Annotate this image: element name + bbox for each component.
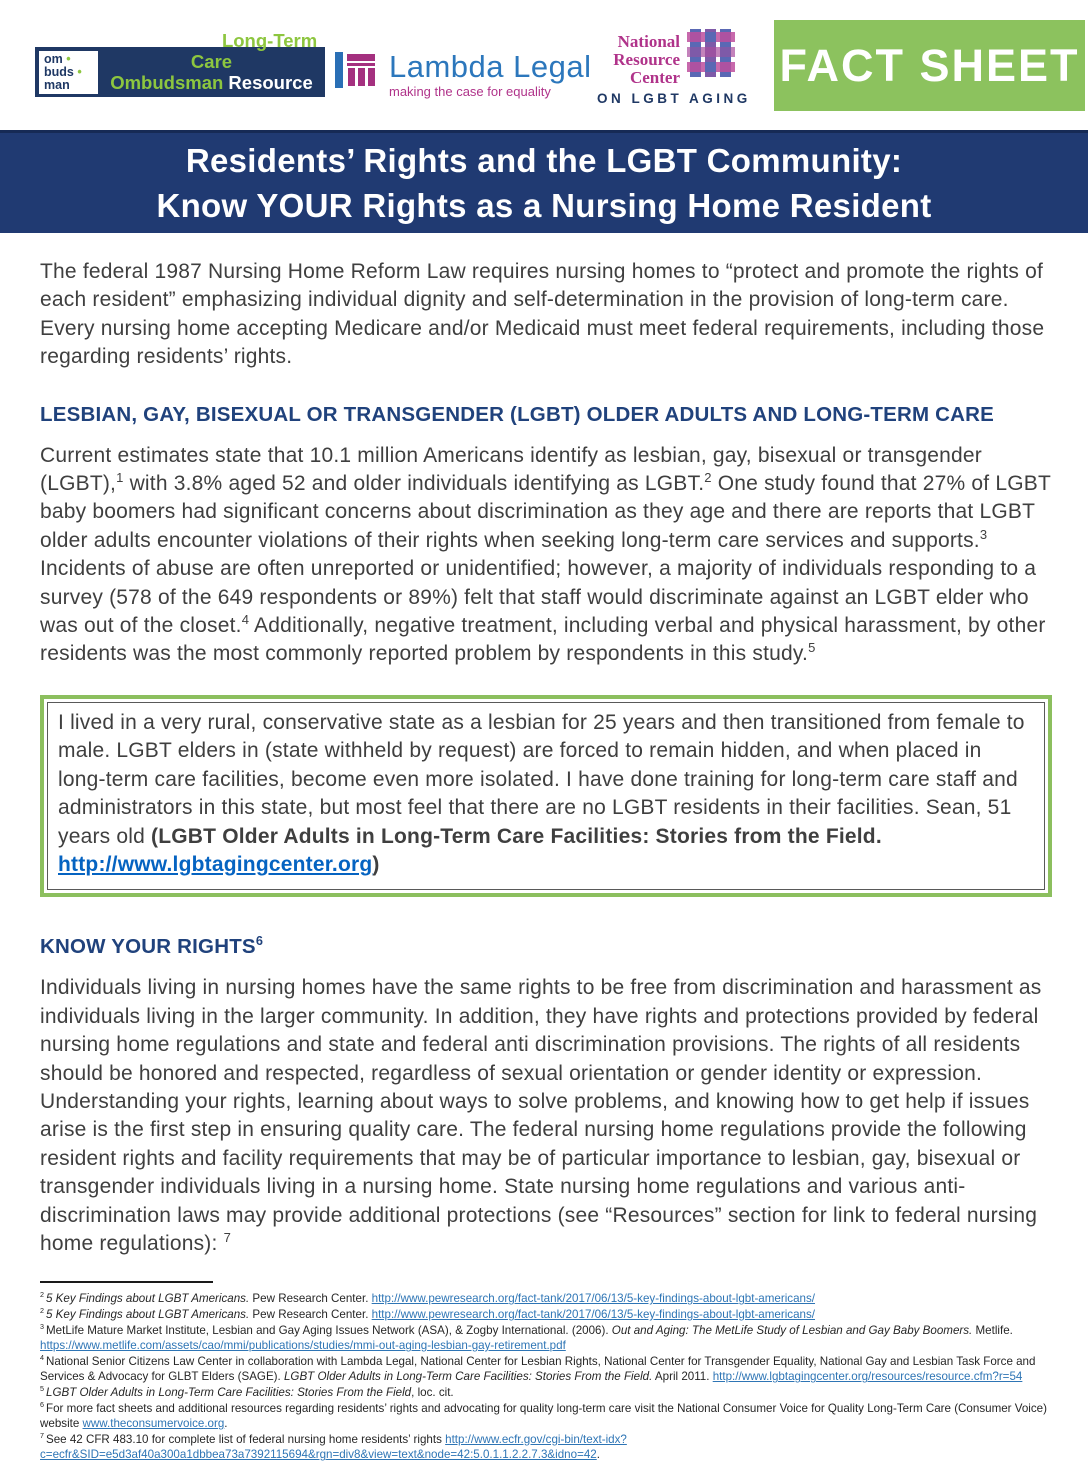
document-body	[0, 233, 1088, 1463]
text-segment: Metlife.	[972, 1323, 1013, 1337]
footnote	[40, 1307, 1052, 1323]
hyperlink[interactable]: http://www.ecfr.gov/cgi-bin/text-idx?c=ecfr&SID=e5d3af40a300a1dbbea73a7392115694&rgn=div8&view=text&node=42:5.0.1.1.2.2.7.3&idno=42	[40, 1432, 627, 1462]
text-segment: I lived in a very rural, conservative state as a lesbian for 25 years and then transitioned from female to male. LGBT elders in (state withheld by request) are forced to remain hidden, and when placed in long-term care facilities, become even more isolated. I have done training for long-term care staff and administrators in this state, but most feel that there are no LGBT residents in their facilities. Sean, 51 years old	[58, 710, 1025, 848]
text-segment: .	[224, 1417, 228, 1431]
ombudsman-logo-title	[98, 30, 325, 114]
text-segment: Individuals living in nursing homes have the same rights to be free from discrimination and harassment as individuals living in the larger community. In addition, they have rights and protections provided by federal nursing home regulations and state and federal anti discrimination provisions. The rights of all residents should be honored and respected, regardless of sexual orientation or gender identity or expression. Understanding your rights, learning about ways to solve problems, and knowing how to get help if issues arise is the first step in ensuring quality care. The federal nursing home regulations provide the following resident rights and facility requirements that may be of particular importance to lesbian, gay, bisexual or transgender individuals living in a nursing home. State nursing home regulations and various anti-discrimination laws may provide additional protections (see “Resources” section for link to federal nursing home regulations):	[40, 976, 1042, 1255]
superscript-footnote-marker: 5	[40, 1384, 46, 1394]
superscript-footnote-marker: 4	[40, 1352, 46, 1362]
hyperlink[interactable]: www.theconsumervoice.org	[82, 1417, 225, 1431]
footnote	[40, 1385, 1052, 1401]
footnotes	[40, 1291, 1052, 1463]
text-segment: Pew Research Center.	[249, 1307, 372, 1321]
text-segment: buds	[44, 65, 74, 79]
superscript-footnote-marker: 7	[223, 1229, 232, 1245]
text-segment: Current estimates state that 10.1 million Americans identify as lesbian, gay, bisexual or transgender (LGBT),	[40, 443, 982, 496]
ombudsman-logo	[35, 30, 325, 114]
testimonial-quote-text	[47, 702, 1045, 890]
text-segment: , loc. cit.	[411, 1385, 454, 1399]
text-segment: om	[44, 52, 63, 66]
superscript-footnote-marker: 4	[241, 612, 250, 628]
footnote	[40, 1432, 1052, 1463]
text-segment: National Senior Citizens Law Center in collaboration with Lambda Legal, National Center for Lesbian Rights, National Center for Transgender Equality, National Gay and Lesbian Task Force and Services & Advocacy for GLBT Elders (SAGE).	[40, 1354, 1036, 1384]
superscript-footnote-marker: 1	[116, 470, 124, 486]
superscript-footnote-marker: 7	[40, 1430, 46, 1440]
text-segment: LGBT Older Adults in Long-Term Care Facilities: Stories From the Field	[46, 1385, 412, 1399]
testimonial-quote-box	[40, 695, 1052, 897]
hyperlink[interactable]: http://www.lgbtagingcenter.org/resources/resource.cfm?r=54	[712, 1370, 1023, 1384]
text-segment: April 2011.	[652, 1370, 713, 1384]
lambda-legal-name: Lambda Legal	[389, 49, 592, 84]
text-segment: KNOW YOUR RIGHTS	[40, 935, 256, 959]
nrc-word: National	[617, 32, 680, 51]
lgbt-aging-logo-title	[613, 33, 680, 87]
text-segment: 5 Key Findings about LGBT Americans.	[46, 1292, 250, 1306]
hyperlink[interactable]: http://www.pewresearch.org/fact-tank/2017/06/13/5-key-findings-about-lgbt-americans/	[371, 1307, 816, 1321]
text-segment: MetLife Mature Market Institute, Lesbian and Gay Aging Issues Network (ASA), & Zogby International. (2006).	[46, 1323, 612, 1337]
intro-paragraph: The federal 1987 Nursing Home Reform Law requires nursing homes to “protect and promote the rights of each resident” emphasizing individual dignity and self-determination in the provision of long-term care. Every nursing home accepting Medicare and/or Medicaid must meet federal requirements, including those regarding residents’ rights.	[40, 260, 1045, 369]
section-heading-lgbt-older-adults: LESBIAN, GAY, BISEXUAL OR TRANSGENDER (LGBT) OLDER ADULTS AND LONG-TERM CARE	[40, 402, 995, 426]
text-segment: with 3.8% aged 52 and older individuals identifying as LGBT.	[123, 472, 705, 496]
lambda-legal-tagline: making the case for equality	[389, 84, 551, 99]
superscript-footnote-marker: 6	[255, 933, 264, 949]
footnote	[40, 1401, 1052, 1432]
hyperlink[interactable]: http://www.pewresearch.org/fact-tank/2017/06/13/5-key-findings-about-lgbt-americans/	[371, 1292, 816, 1306]
page-title-line1: Residents’ Rights and the LGBT Community:	[185, 142, 903, 179]
text-segment: Ombudsman	[110, 72, 224, 93]
ombudsman-mark-line	[44, 79, 98, 92]
lgbt-aging-logo	[597, 27, 751, 106]
text-segment: LGBT Older Adults in Long-Term Care Facilities: Stories From the Field.	[283, 1370, 653, 1384]
ombudsman-title-line2	[98, 72, 325, 114]
superscript-footnote-marker: 3	[979, 526, 988, 542]
lambda-legal-column-icon	[333, 50, 381, 103]
text-segment: Pew Research Center.	[249, 1292, 372, 1306]
text-segment: •	[73, 65, 82, 79]
text-segment: .	[596, 1448, 600, 1462]
text-segment: Additionally, negative treatment, including verbal and physical harassment, by other residents was the most commonly reported problem by respondents in this study.	[40, 614, 1046, 666]
ombudsman-logo-mark	[39, 51, 98, 94]
nrc-word: Resource	[613, 50, 680, 69]
text-segment: Resource Center	[182, 72, 313, 114]
footnote	[40, 1354, 1052, 1385]
lgbt-aging-logo-subtitle: ON LGBT AGING	[597, 91, 751, 106]
superscript-footnote-marker: 5	[808, 640, 816, 656]
text-segment: See 42 CFR 483.10 for complete list of federal nursing home residents’ rights	[46, 1432, 446, 1446]
nrc-word: Center	[629, 68, 680, 87]
text-segment: (LGBT Older Adults in Long-Term Care Facilities: Stories from the Field.	[151, 824, 882, 848]
text-segment: )	[372, 852, 380, 876]
superscript-footnote-marker: 6	[40, 1399, 46, 1409]
superscript-footnote-marker: 3	[40, 1321, 46, 1331]
text-segment: man	[44, 78, 70, 92]
footnote-separator	[40, 1281, 213, 1283]
text-segment: Out and Aging: The MetLife Study of Lesbian and Gay Baby Boomers.	[611, 1323, 973, 1337]
text-segment: •	[62, 52, 71, 66]
fact-sheet-label: FACT SHEET	[779, 39, 1080, 91]
text-segment: 5 Key Findings about LGBT Americans.	[46, 1307, 250, 1321]
plaid-weave-icon	[685, 27, 737, 84]
header-logo-band	[0, 0, 1088, 130]
hyperlink[interactable]: https://www.metlife.com/assets/cao/mmi/publications/studies/mmi-out-aging-lesbian-gay-retirement.pdf	[40, 1339, 566, 1353]
fact-sheet-banner	[774, 20, 1085, 111]
lambda-legal-text	[389, 50, 592, 99]
section-heading-know-your-rights	[40, 935, 1052, 959]
footnote	[40, 1291, 1052, 1307]
superscript-footnote-marker: 2	[704, 470, 712, 486]
text-segment: One study found that 27% of LGBT baby boomers had significant concerns about discrimination as they age and there are reports that LGBT older adults encounter violations of their rights when seeking long-term care services and supports.	[40, 472, 1051, 552]
text-segment: Incidents of abuse are often unreported or unidentified; however, a majority of individuals responding to a survey (578 of the 649 respondents or 89%) felt that staff would discriminate against an LGBT elder who was out of the closet.	[40, 557, 1037, 638]
lambda-legal-logo	[333, 50, 592, 103]
page-title-line2: Know YOUR Rights as a Nursing Home Resident	[156, 187, 932, 224]
footnote	[40, 1323, 1052, 1354]
superscript-footnote-marker: 2	[40, 1290, 46, 1300]
ombudsman-title-line1	[98, 30, 325, 72]
text-segment: For more fact sheets and additional resources regarding residents’ rights and advocating for quality long-term care visit the National Consumer Voice for Quality Long-Term Care (Consumer Voice) website	[40, 1401, 1047, 1431]
title-banner	[0, 130, 1088, 233]
text-segment: The National	[105, 30, 222, 51]
rights-paragraph	[40, 974, 1052, 1258]
hyperlink[interactable]: http://www.lgbtagingcenter.org	[58, 852, 373, 876]
text-segment: Long-Term Care	[190, 30, 318, 72]
superscript-footnote-marker: 2	[40, 1306, 46, 1316]
statistics-paragraph	[40, 442, 1052, 669]
